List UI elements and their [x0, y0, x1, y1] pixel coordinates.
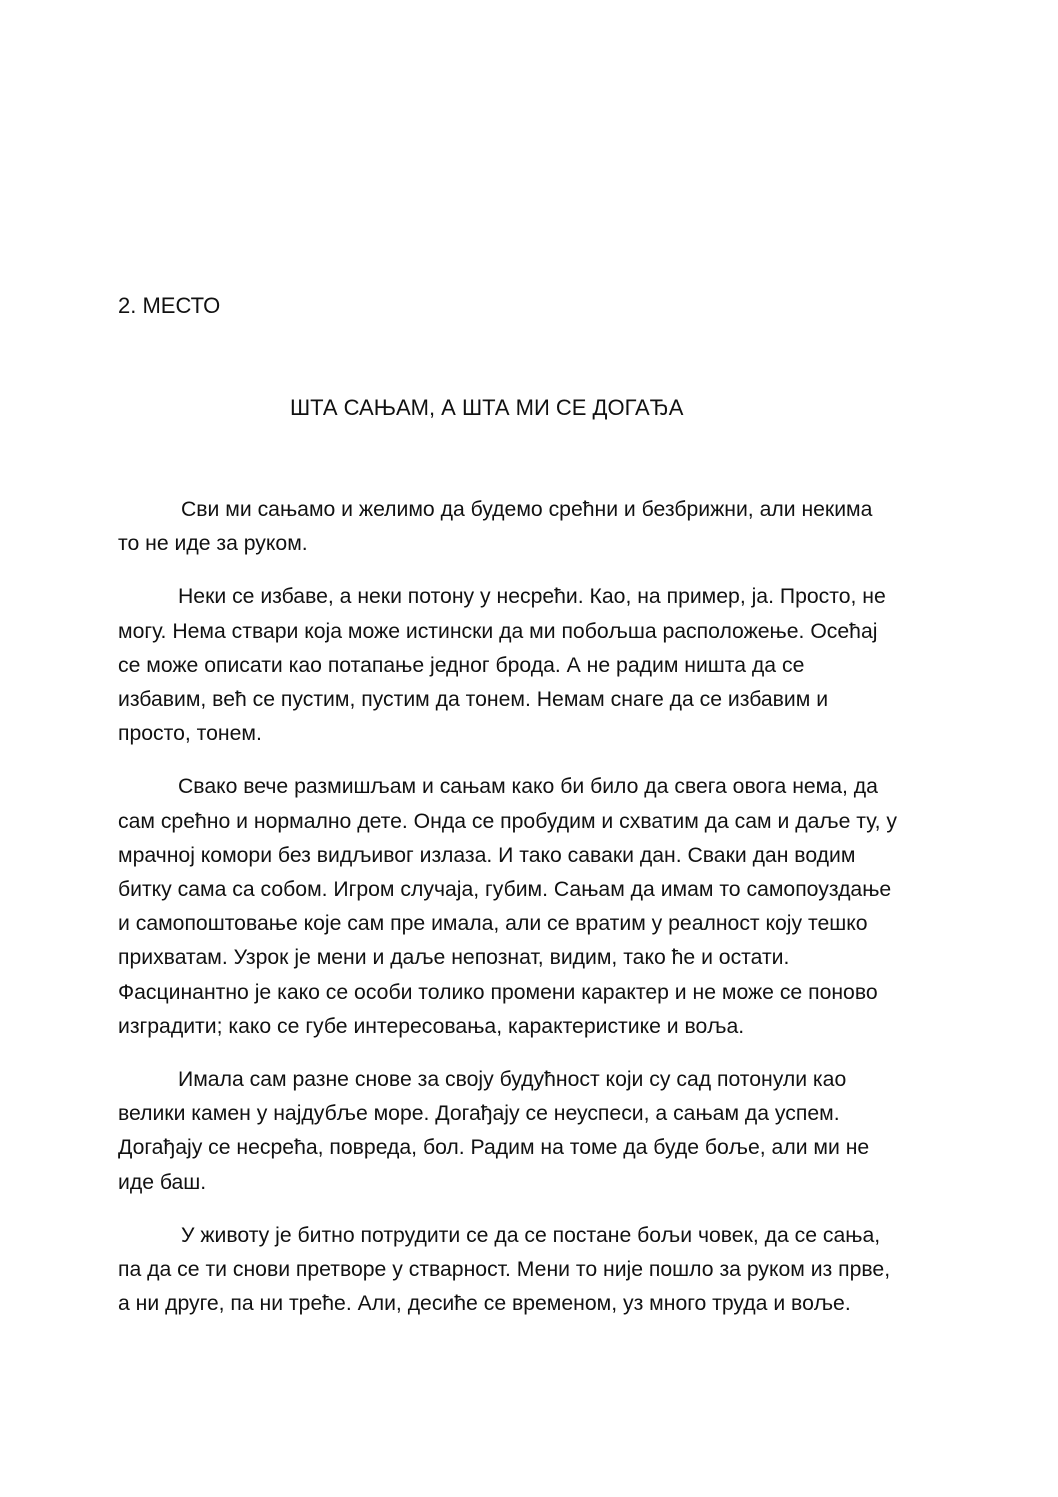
text-line: то не иде за руком. [118, 532, 308, 556]
text-line: просто, тонем. [118, 722, 262, 746]
paragraph-3 [118, 770, 933, 1044]
text-line: Свако вече размишљам и сањам како би било да свега овога нема, да [178, 775, 878, 799]
text-line: и самопоштовање које сам пре имала, али се вратим у реалност коју тешко [118, 912, 868, 936]
text-line: изградити; како се губе интересовања, карактеристике и воља. [118, 1014, 745, 1038]
text-line: велики камен у најдубље море. Догађају се неуспеси, а сањам да успем. [118, 1102, 840, 1126]
text-line: Догађају се несрећа, повреда, бол. Радим на томе да буде боље, али ми не [118, 1136, 870, 1160]
text-line: У животу је битно потрудити се да се постане бољи човек, да се сања, [181, 1223, 881, 1247]
text-line: Неки се избаве, а неки потону у несрећи. Као, на пример, ја. Просто, не [178, 585, 886, 609]
text-line: а ни друге, па ни треће. Али, десиће се временом, уз много труда и воље. [118, 1292, 851, 1316]
paragraph-4 [118, 1063, 933, 1200]
text-line: Фасцинантно је како се особи толико промени карактер и не може се поново [118, 980, 878, 1004]
text-line: мрачној комори без видљивог излаза. И тако саваки дан. Сваки дан водим [118, 843, 856, 867]
paragraph-5 [118, 1219, 933, 1322]
text-line: сам срећно и нормално дете. Онда се пробудим и схватим да сам и даље ту, у [118, 809, 898, 833]
text-line: Имала сам разне снове за своју будућност који су сад потонули као [178, 1068, 847, 1092]
document-body [118, 493, 933, 1340]
section-number: 2. МЕСТО [118, 293, 221, 318]
text-line: прихватам. Узрок је мени и даље непознат, видим, тако ће и остати. [118, 946, 790, 970]
text-line: се може описати као потапање једног брода. А не радим ништа да се [118, 653, 805, 677]
text-line: иде баш. [118, 1170, 207, 1194]
paragraph-2 [118, 580, 933, 751]
document-title: ШТА САЊАМ, А ШТА МИ СЕ ДОГАЂА [290, 395, 684, 420]
text-line: избавим, већ се пустим, пустим да тонем. Немам снаге да се избавим и [118, 688, 829, 712]
text-line: па да се ти снови претворе у стварност. Мени то није пошло за руком из прве, [118, 1258, 891, 1282]
text-line: битку сама са собом. Игром случаја, губим. Сањам да имам то самопоуздање [118, 878, 892, 902]
text-line: могу. Нема ствари која може истински да ми побољша расположење. Осећај [118, 619, 878, 643]
paragraph-1 [118, 493, 933, 561]
text-line: Сви ми сањамо и желимо да будемо срећни и безбрижни, али некима [181, 498, 873, 521]
